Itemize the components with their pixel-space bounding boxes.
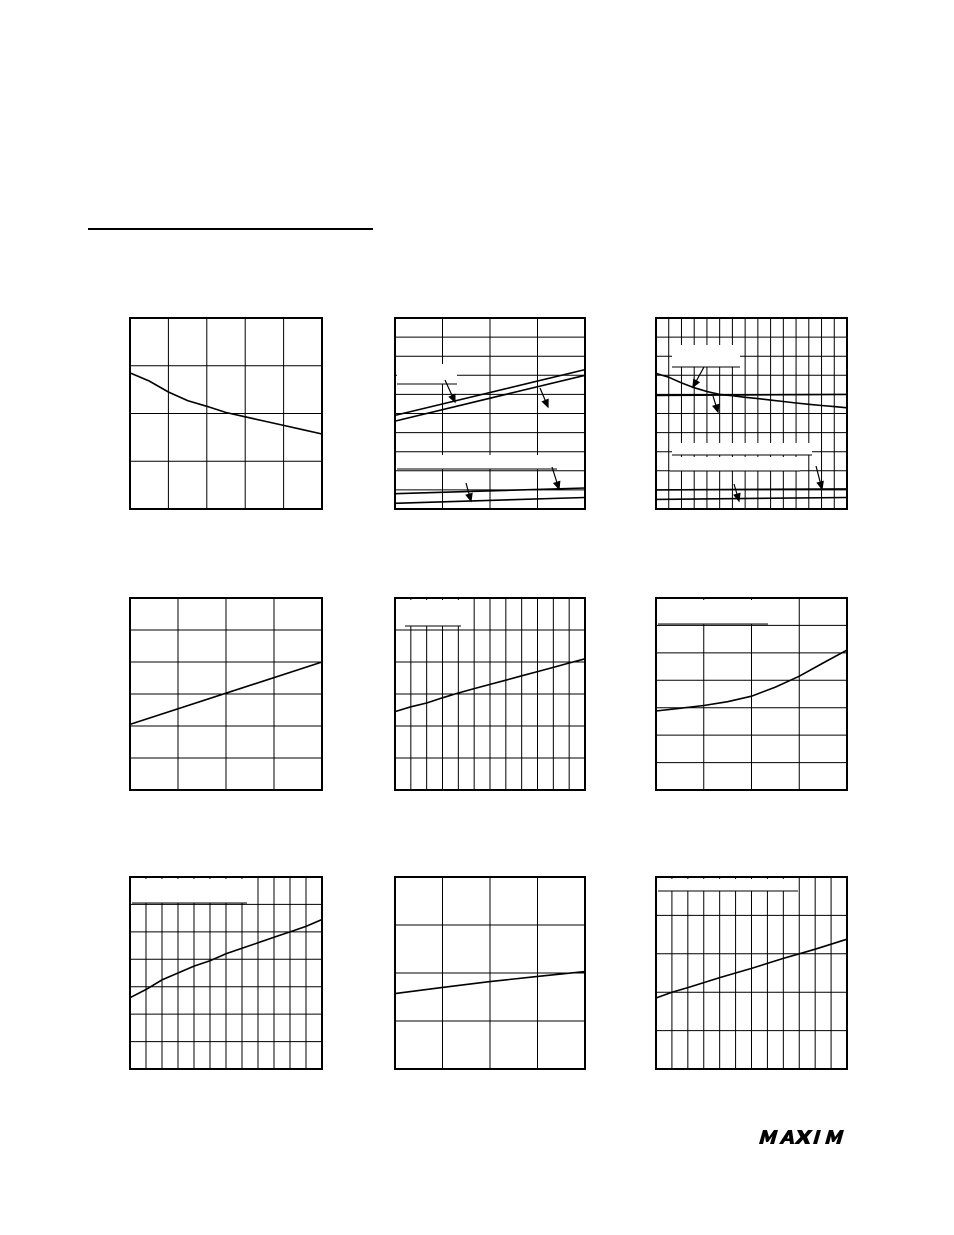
label-area	[672, 345, 740, 367]
label-area	[397, 364, 457, 384]
chart-8	[395, 877, 585, 1069]
label-area	[672, 443, 812, 455]
callout-arrowhead	[693, 379, 699, 387]
chart-3-series-1	[656, 373, 847, 407]
label-area	[658, 600, 768, 624]
callout-arrowhead	[734, 493, 740, 501]
label-area	[670, 457, 800, 471]
callout-arrowhead	[466, 493, 472, 501]
label-area	[132, 879, 247, 903]
chart-3-series-3	[656, 489, 847, 490]
chart-7-grid	[130, 877, 322, 1069]
label-area	[405, 600, 461, 626]
chart-9	[656, 877, 847, 1069]
chart-6-grid	[656, 598, 847, 790]
chart-6	[656, 598, 847, 790]
callout-arrowhead	[543, 399, 549, 407]
chart-3-series-4	[656, 498, 847, 500]
callout-arrowhead	[817, 481, 823, 489]
chart-2	[395, 318, 585, 509]
chart-3	[656, 318, 847, 509]
chart-7	[130, 877, 322, 1069]
label-area	[658, 879, 798, 891]
chart-3-series-2	[656, 394, 847, 395]
callout-arrowhead	[713, 404, 719, 412]
callout-arrowhead	[554, 481, 560, 489]
chart-4	[130, 598, 322, 790]
chart-5	[395, 598, 585, 790]
chart-5-grid	[395, 598, 585, 790]
chart-1-grid	[130, 318, 322, 509]
maxim-logo	[757, 1130, 865, 1144]
chart-1	[130, 318, 322, 509]
chart-9-grid	[656, 877, 847, 1069]
chart-1-series-1	[130, 373, 322, 434]
chart-8-grid	[395, 877, 585, 1069]
label-area	[397, 455, 557, 469]
